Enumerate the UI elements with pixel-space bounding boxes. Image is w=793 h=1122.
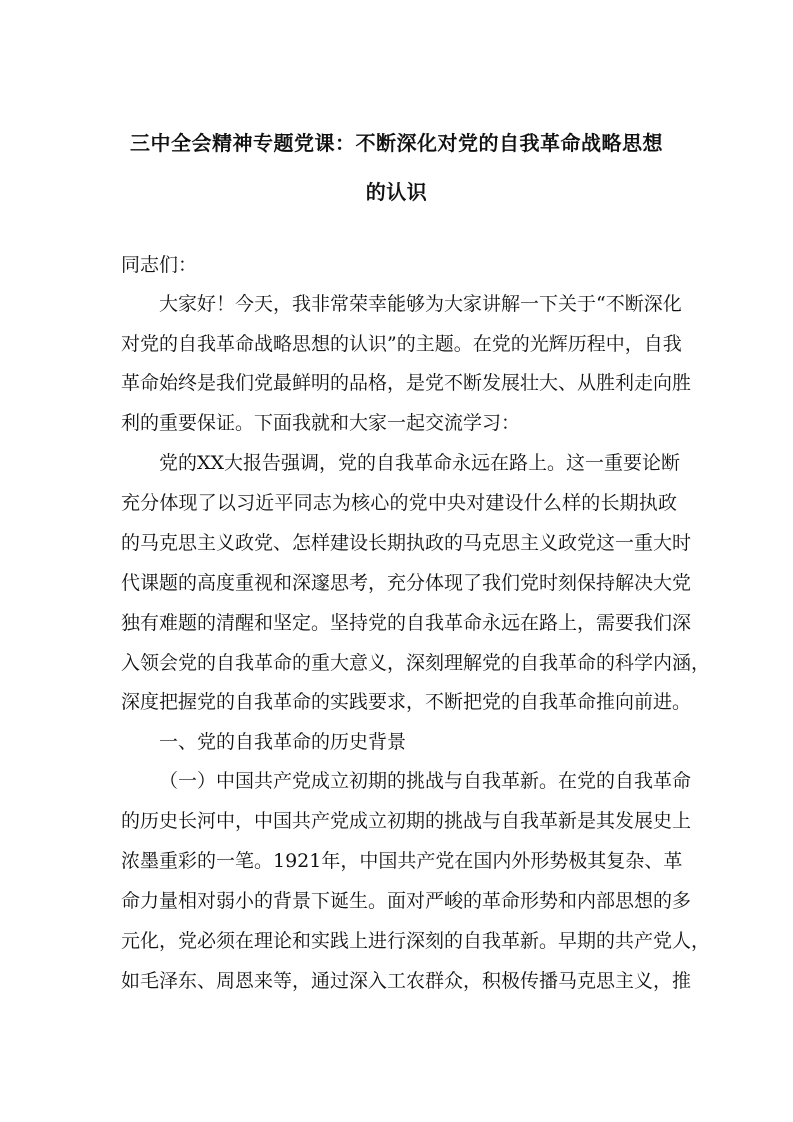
- paragraph-line: 的历史长河中，中国共产党成立初期的挑战与自我革新是其发展史上: [121, 810, 692, 832]
- paragraph-line: 充分体现了以习近平同志为核心的党中央对建设什么样的长期执政: [121, 492, 677, 514]
- paragraph-line: 对党的自我革命战略思想的认识”的主题。在党的光辉历程中，自我: [121, 333, 682, 355]
- paragraph-line: （一）中国共产党成立初期的挑战与自我革新。在党的自我革命: [159, 770, 692, 792]
- paragraph-line: 大家好！今天，我非常荣幸能够为大家讲解一下关于“不断深化: [159, 293, 682, 315]
- paragraph-line: 如毛泽东、周恩来等，通过深入工农群众，积极传播马克思主义，推: [121, 970, 692, 992]
- paragraph-line: 命力量相对弱小的背景下诞生。面对严峻的革命形势和内部思想的多: [121, 890, 692, 912]
- salutation: 同志们：: [121, 254, 198, 276]
- paragraph-line: 元化，党必须在理论和实践上进行深刻的自我革新。早期的共产党人，: [121, 930, 711, 952]
- paragraph-line: 利的重要保证。下面我就和大家一起交流学习：: [121, 412, 521, 434]
- document-title-line-1: 三中全会精神专题党课：不断深化对党的自我革命战略思想: [130, 131, 663, 155]
- paragraph-line: 浓墨重彩的一笔。1921年，中国共产党在国内外形势极其复杂、革: [121, 850, 683, 872]
- paragraph-line: 革命始终是我们党最鲜明的品格，是党不断发展壮大、从胜利走向胜: [121, 372, 692, 394]
- paragraph-line: 代课题的高度重视和深邃思考，充分体现了我们党时刻保持解决大党: [121, 572, 692, 594]
- paragraph-line: 独有难题的清醒和坚定。坚持党的自我革命永远在路上，需要我们深: [121, 612, 692, 634]
- paragraph-line: 入领会党的自我革命的重大意义，深刻理解党的自我革命的科学内涵，: [121, 652, 711, 674]
- paragraph-line: 党的XX大报告强调，党的自我革命永远在路上。这一重要论断: [159, 452, 681, 474]
- section-heading: 一、党的自我革命的历史背景: [159, 731, 407, 753]
- paragraph-line: 的马克思主义政党、怎样建设长期执政的马克思主义政党这一重大时: [121, 532, 692, 554]
- paragraph-line: 深度把握党的自我革命的实践要求，不断把党的自我革命推向前进。: [121, 691, 692, 713]
- document-title-line-2: 的认识: [365, 180, 428, 204]
